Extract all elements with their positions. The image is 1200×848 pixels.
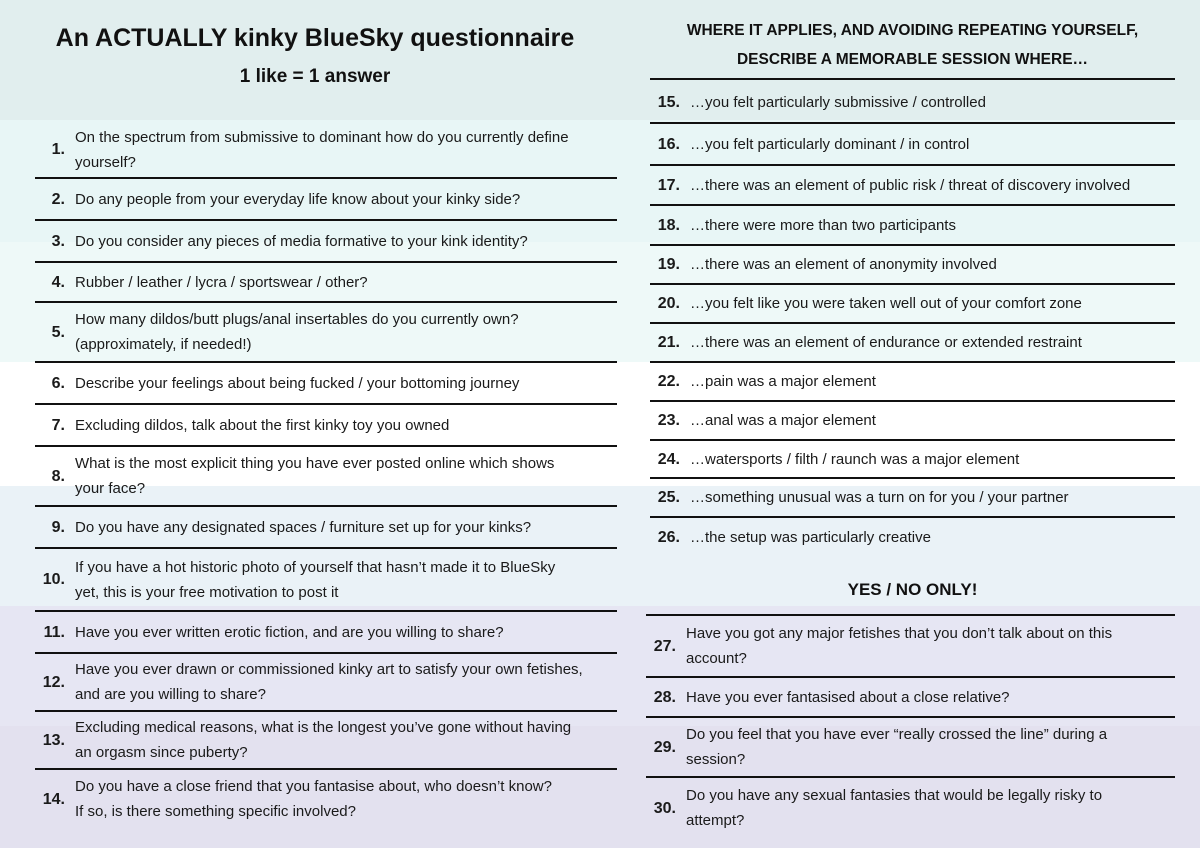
question-item xyxy=(650,124,1175,164)
question-item xyxy=(650,402,1175,439)
question-text-line: …the setup was particularly creative xyxy=(690,528,931,546)
question-text-line: yourself? xyxy=(75,153,136,171)
question-text xyxy=(690,369,1175,394)
question-number: 20. xyxy=(657,295,680,312)
question-text xyxy=(75,555,617,605)
question-text-line: Have you ever fantasised about a close relative? xyxy=(686,688,1010,706)
question-item xyxy=(646,616,1175,676)
page-subtitle: 1 like = 1 answer xyxy=(239,66,391,87)
question-text-line: …there were more than two participants xyxy=(690,216,956,234)
question-number: 24. xyxy=(657,450,680,468)
question-text xyxy=(690,252,1175,277)
question-number: 21. xyxy=(657,334,680,351)
question-text-line: …anal was a major element xyxy=(690,412,876,429)
question-text-line: session? xyxy=(686,751,746,768)
question-text xyxy=(75,187,617,212)
question-text-line: Do any people from your everyday life know about your kinky side? xyxy=(75,190,521,208)
question-text-line: and are you willing to share? xyxy=(75,686,266,703)
question-item xyxy=(35,405,617,445)
page-title: An ACTUALLY kinky BlueSky questionnaire xyxy=(55,24,575,52)
question-number: 16. xyxy=(657,135,680,153)
question-text xyxy=(75,307,617,357)
question-number: 26. xyxy=(657,528,680,546)
question-text xyxy=(75,620,617,645)
question-text xyxy=(75,270,617,295)
question-number: 7. xyxy=(51,416,65,434)
right-column-heading xyxy=(650,16,1175,74)
yes-no-heading: YES / NO ONLY! xyxy=(847,580,978,599)
question-text-line: …you felt particularly dominant / in control xyxy=(690,135,970,153)
question-text xyxy=(690,132,1175,157)
question-text-line: Excluding medical reasons, what is the longest you’ve gone without having xyxy=(75,719,572,736)
question-number: 29. xyxy=(653,738,676,756)
question-text-line: Describe your feelings about being fucked / your bottoming journey xyxy=(75,374,520,392)
question-number: 15. xyxy=(657,93,680,111)
question-text-line: …there was an element of public risk / threat of discovery involved xyxy=(690,176,1131,194)
question-number: 12. xyxy=(42,673,65,691)
question-text-line: Do you feel that you have ever “really crossed the line” during a xyxy=(686,726,1108,743)
question-number: 11. xyxy=(43,623,65,641)
question-text xyxy=(690,408,1175,433)
question-text-line: Excluding dildos, talk about the first kinky toy you owned xyxy=(75,416,450,434)
question-text-line: …watersports / filth / raunch was a major element xyxy=(690,450,1020,468)
question-item xyxy=(650,166,1175,204)
question-item xyxy=(35,447,617,505)
question-text-line: account? xyxy=(686,650,747,667)
question-text-line: your face? xyxy=(75,480,146,497)
question-text-line: …you felt particularly submissive / controlled xyxy=(690,93,986,111)
question-item xyxy=(650,324,1175,361)
question-text-line: …there was an element of anonymity involved xyxy=(690,256,997,273)
question-text-line: …pain was a major element xyxy=(690,373,876,390)
question-item xyxy=(35,221,617,261)
question-item xyxy=(35,179,617,219)
right-heading-line-2: DESCRIBE A MEMORABLE SESSION WHERE… xyxy=(736,51,1089,68)
question-text xyxy=(686,783,1175,833)
question-item xyxy=(35,303,617,361)
question-number: 30. xyxy=(653,799,676,817)
question-number: 13. xyxy=(42,731,65,749)
question-number: 19. xyxy=(657,256,680,273)
question-text xyxy=(690,90,1175,115)
question-item xyxy=(646,718,1175,776)
question-text-line: Have you ever written erotic fiction, and are you willing to share? xyxy=(75,623,504,641)
question-text-line: Do you have any designated spaces / furniture set up for your kinks? xyxy=(75,518,532,536)
question-text-line: …something unusual was a turn on for you / your partner xyxy=(690,489,1069,506)
question-text xyxy=(75,229,617,254)
question-text-line: Do you have any sexual fantasies that would be legally risky to xyxy=(686,787,1103,804)
question-item xyxy=(646,678,1175,716)
question-item xyxy=(650,479,1175,516)
question-text-line: yet, this is your free motivation to post it xyxy=(75,583,339,601)
question-item xyxy=(35,712,617,768)
question-text-line: Do you have a close friend that you fantasise about, who doesn’t know? xyxy=(75,778,552,795)
question-item xyxy=(35,363,617,403)
question-item xyxy=(650,246,1175,283)
question-text xyxy=(690,485,1175,510)
divider-rule xyxy=(650,78,1175,80)
question-text-line: Have you ever drawn or commissioned kinky art to satisfy your own fetishes, xyxy=(75,661,583,678)
question-item xyxy=(35,507,617,547)
question-item xyxy=(35,122,617,177)
question-number: 10. xyxy=(42,571,65,588)
question-number: 23. xyxy=(657,412,680,429)
question-text xyxy=(75,413,617,438)
question-text xyxy=(686,722,1175,772)
question-text-line: On the spectrum from submissive to dominant how do you currently define xyxy=(75,128,569,146)
question-number: 14. xyxy=(42,790,65,808)
question-text-line: Rubber / leather / lycra / sportswear / other? xyxy=(75,273,368,291)
question-text-line: …there was an element of endurance or extended restraint xyxy=(690,334,1082,351)
question-text xyxy=(686,685,1175,710)
question-text-line: If you have a hot historic photo of yourself that hasn’t made it to BlueSky xyxy=(75,558,556,576)
question-number: 22. xyxy=(657,373,680,390)
question-number: 1. xyxy=(51,141,65,158)
question-text-line: attempt? xyxy=(686,812,745,829)
question-text-line: …you felt like you were taken well out of your comfort zone xyxy=(690,295,1082,312)
question-text xyxy=(75,371,617,396)
question-number: 27. xyxy=(653,637,676,655)
question-text xyxy=(75,451,617,501)
question-text xyxy=(690,330,1175,355)
question-text xyxy=(75,774,617,824)
question-number: 9. xyxy=(51,518,65,536)
question-number: 6. xyxy=(51,374,65,392)
question-text xyxy=(75,657,617,707)
question-number: 17. xyxy=(657,176,680,194)
question-text xyxy=(75,125,617,175)
question-text xyxy=(690,525,1175,550)
question-number: 18. xyxy=(657,216,680,234)
question-text xyxy=(75,515,617,540)
question-text xyxy=(690,213,1175,238)
question-text-line: Have you got any major fetishes that you don’t talk about on this xyxy=(686,625,1113,642)
question-number: 28. xyxy=(653,688,676,706)
question-item xyxy=(35,654,617,710)
question-item xyxy=(35,549,617,610)
question-text xyxy=(686,621,1175,671)
question-item xyxy=(35,612,617,652)
right-heading-line-1: WHERE IT APPLIES, AND AVOIDING REPEATING YOURSELF, xyxy=(686,22,1139,39)
question-number: 25. xyxy=(657,489,680,506)
question-item xyxy=(650,518,1175,556)
question-text-line: (approximately, if needed!) xyxy=(75,336,252,353)
question-number: 8. xyxy=(51,467,65,485)
question-item xyxy=(35,770,617,828)
question-item xyxy=(646,778,1175,838)
question-item xyxy=(650,82,1175,122)
question-item xyxy=(35,263,617,301)
question-text-line: If so, is there something specific involved? xyxy=(75,803,356,820)
question-number: 5. xyxy=(51,323,65,341)
question-item xyxy=(650,285,1175,322)
question-text xyxy=(690,291,1175,316)
question-item xyxy=(650,363,1175,400)
question-text-line: an orgasm since puberty? xyxy=(75,744,248,761)
question-text-line: How many dildos/butt plugs/anal insertables do you currently own? xyxy=(75,311,519,328)
question-text-line: What is the most explicit thing you have ever posted online which shows xyxy=(75,455,555,472)
question-item xyxy=(650,441,1175,477)
question-text xyxy=(690,173,1175,198)
question-number: 2. xyxy=(51,190,65,208)
question-text xyxy=(75,715,617,765)
question-text xyxy=(690,447,1175,472)
question-number: 3. xyxy=(51,232,65,250)
question-number: 4. xyxy=(51,273,65,291)
question-item xyxy=(650,206,1175,244)
question-text-line: Do you consider any pieces of media formative to your kink identity? xyxy=(75,232,528,250)
